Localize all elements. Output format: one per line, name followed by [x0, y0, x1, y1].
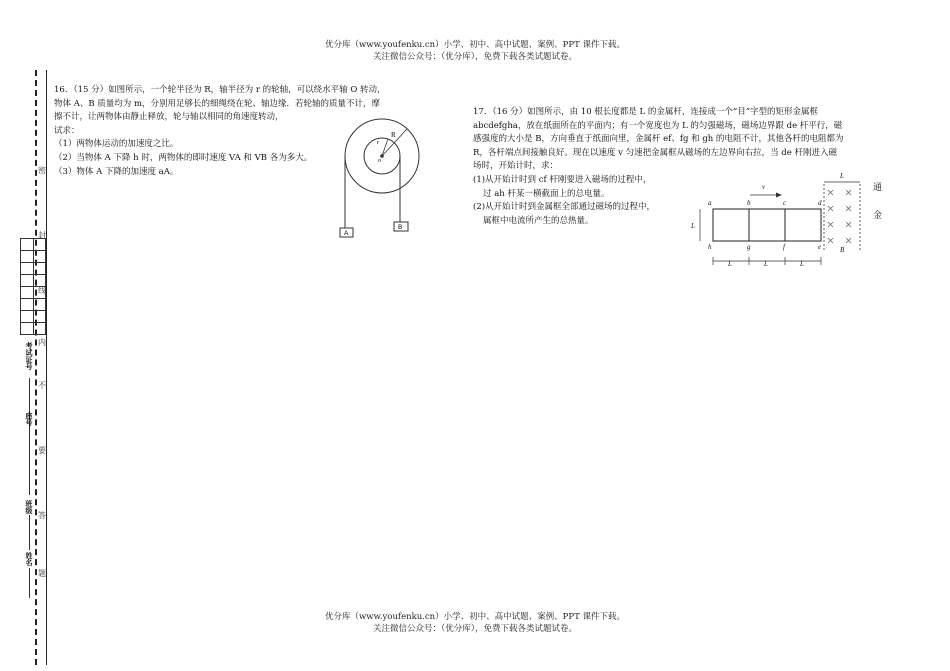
label-R: R	[391, 131, 396, 139]
exam-no-underline	[29, 378, 30, 438]
label-B: B	[840, 246, 845, 254]
q17-line-2: abcdefgha，放在纸面所在的平面内；有一个宽度也为 L 的匀强磁场，磁场边界跟 de 杆平行，磁	[473, 120, 843, 131]
q17-line-3: 感强度的大小是 B，方向垂直于纸面向里，金属杆 ef、fg 和 gh 的电阻不计，其他各杆的电阻都为	[473, 134, 844, 145]
q16-line-3: 擦不计，让两物体由静止释放，轮与轴以相同的角速度转动，	[54, 112, 284, 123]
q17-side-char-1: 通	[873, 183, 883, 193]
q17-line-4: R，各杆端点间接触良好。现在以速度 v 匀速把金属框从磁场的左边界向右拉，当 de 杆刚进入磁	[473, 147, 837, 158]
q16-line-4: 试求：	[54, 125, 80, 136]
label-r: r	[377, 140, 379, 146]
seal-char-8: 题	[38, 569, 46, 578]
q16-line-1: 16．（15 分）如图所示，一个轮半径为 R，轴半径为 r 的轮轴，可以绕水平轴 O 转动，	[54, 85, 386, 95]
q17-sub-1a: (1)从开始计时到 cf 杆刚要进入磁场的过程中，	[473, 174, 652, 185]
class-underline	[29, 515, 30, 550]
label-h: h	[708, 243, 712, 251]
label-B: B	[398, 224, 403, 231]
seal-char-1: 密	[38, 166, 46, 175]
q16-sub-2: （2）当物体 A 下降 h 时，两物体的即时速度 VA 和 VB 各为多大。	[54, 152, 313, 163]
label-L-top: L	[840, 172, 844, 180]
q17-side-char-2: 金	[873, 211, 883, 221]
binding-solid-line	[46, 70, 47, 665]
label-g: g	[747, 243, 751, 251]
binding-dashed-line	[35, 70, 37, 665]
seal-char-4: 内	[38, 338, 46, 347]
label-L-3: L	[800, 260, 804, 268]
q17-sub-1b: 过 ah 杆某一横截面上的总电量。	[483, 188, 610, 199]
exam-no-label: 考试证号	[25, 342, 34, 370]
footer-line-2: 关注微信公众号：（优分库），免费下载各类试题试卷。	[372, 624, 577, 634]
seal-char-3: 线	[38, 286, 46, 295]
name-label: 姓名	[25, 552, 34, 566]
velocity-arrowhead	[776, 193, 782, 198]
label-v: v	[762, 183, 766, 191]
seat-underline	[29, 430, 30, 495]
label-f: f	[783, 243, 785, 251]
label-d: d	[818, 199, 822, 207]
q16-line-2: 物体 A、B 质量均为 m，分别用足够长的细绳绕在轮、轴边缘．若轮轴的质量不计，摩	[54, 98, 381, 109]
q17-sub-2b: 属框中电流所产生的总热量。	[483, 215, 594, 226]
page-footer	[0, 611, 950, 635]
label-a: a	[708, 199, 712, 207]
label-L-1: L	[728, 260, 732, 268]
field-crosses	[828, 190, 851, 243]
metal-frame-figure	[688, 168, 868, 268]
label-c: c	[783, 199, 787, 207]
q16-sub-3: （3）物体 A 下降的加速度 aA。	[54, 166, 179, 177]
label-b: b	[747, 199, 751, 207]
seal-char-2: 封	[38, 231, 46, 240]
q17-line-1: 17．（16 分）如图所示，由 10 根长度都是 L 的金属杆，连接成一个“目”字型的矩形金属框	[473, 107, 819, 117]
q17-sub-2a: (2)从开始计时到金属框全部通过磁场的过程中，	[473, 202, 656, 213]
q16-sub-1: （1）两物体运动的加速度之比。	[54, 139, 179, 150]
header-line-1: 优分库（www.youfenku.cn）小学、初中、高中试题、案例、PPT 课件下载。	[325, 40, 625, 50]
name-underline	[29, 568, 30, 598]
class-label: 班级	[25, 500, 34, 514]
exam-number-boxes	[20, 238, 46, 335]
label-O: o	[378, 158, 381, 164]
label-A: A	[344, 230, 349, 237]
header-line-2: 关注微信公众号：（优分库），免费下载各类试题试卷。	[372, 52, 577, 62]
label-L-2: L	[764, 260, 768, 268]
wheel-axle-figure	[335, 118, 430, 240]
seal-char-6: 要	[38, 446, 46, 455]
label-L-side: L	[691, 222, 695, 230]
seat-label: 座号	[25, 412, 34, 426]
q17-line-5: 场时，开始计时，求：	[473, 161, 559, 172]
label-e: e	[818, 243, 822, 251]
page-header	[0, 39, 950, 63]
footer-line-1: 优分库（www.youfenku.cn）小学、初中、高中试题、案例、PPT 课件下载。	[325, 612, 625, 622]
seal-char-5: 不	[38, 381, 46, 390]
radius-r-line	[382, 139, 388, 156]
frame-outline	[713, 209, 821, 241]
seal-char-7: 答	[38, 511, 46, 520]
